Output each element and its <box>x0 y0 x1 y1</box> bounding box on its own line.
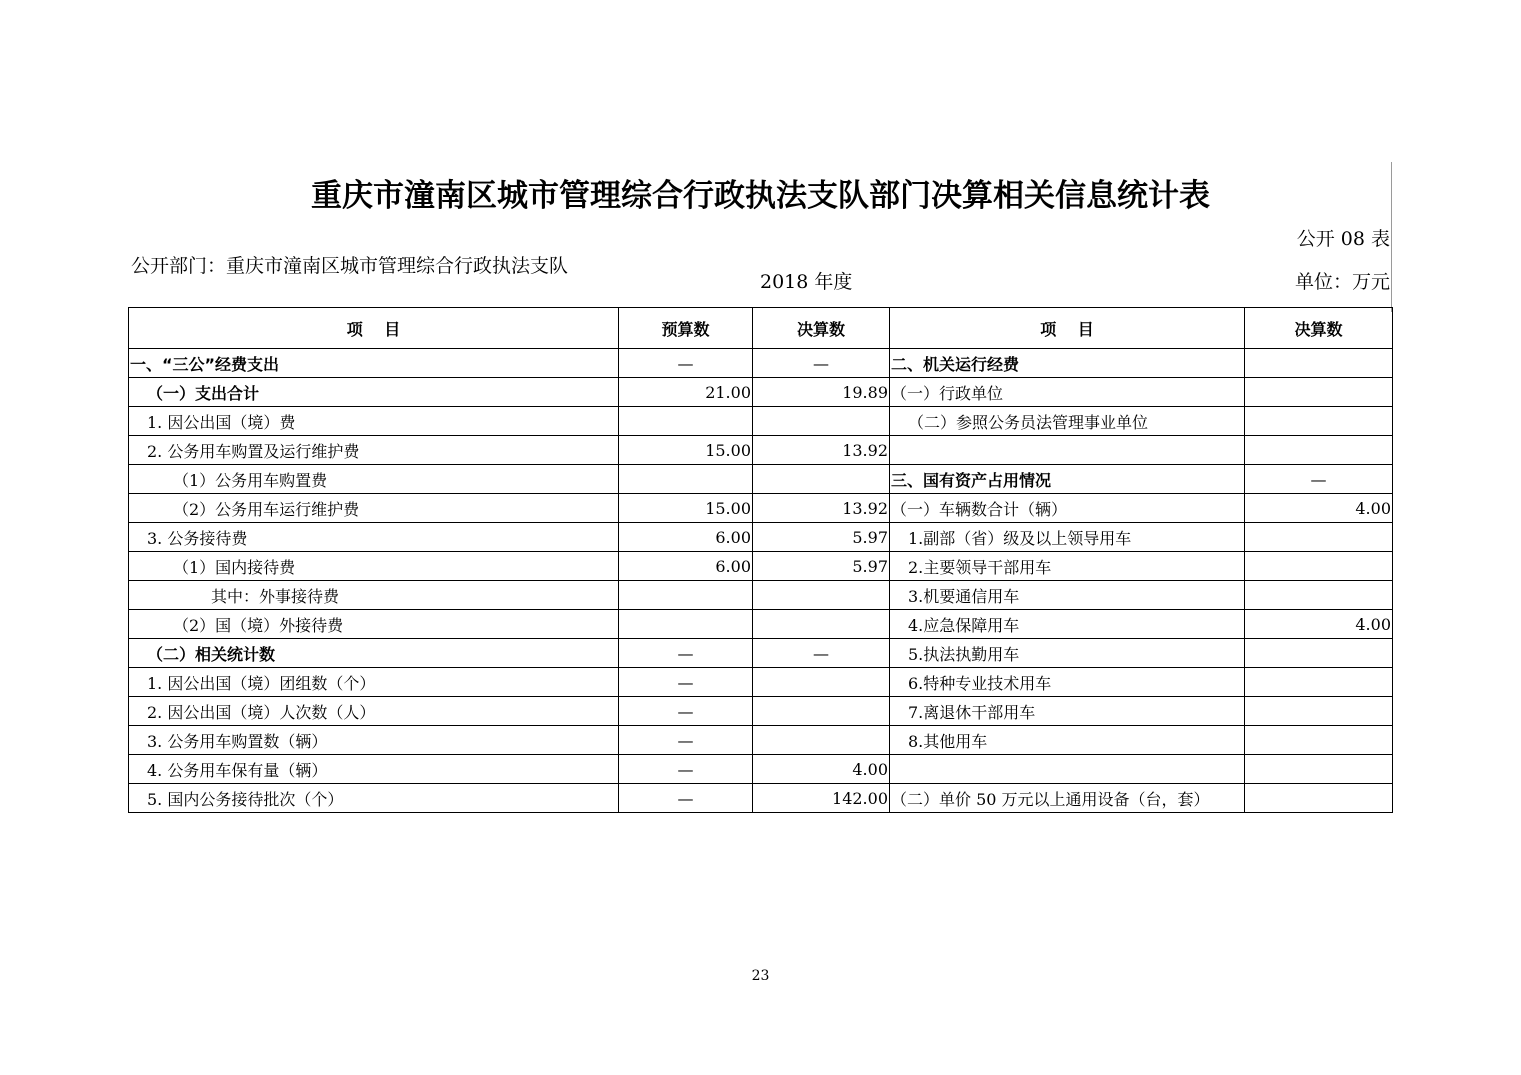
table-row <box>129 523 1393 552</box>
unit-label: 单位：万元 <box>1294 271 1390 293</box>
row-item-right: 1.副部（省）级及以上领导用车 <box>890 523 1245 552</box>
table-row <box>129 668 1393 697</box>
table-row <box>129 610 1393 639</box>
table-row <box>129 639 1393 668</box>
row-final: — <box>753 349 890 378</box>
row-item-right: （一）行政单位 <box>890 378 1245 407</box>
row-final: 5.97 <box>753 523 890 552</box>
row-final: — <box>753 639 890 668</box>
row-final-right <box>1245 349 1393 378</box>
row-final-right <box>1245 436 1393 465</box>
table-row <box>129 407 1393 436</box>
table-row <box>129 552 1393 581</box>
page-number: 23 <box>751 968 770 984</box>
row-final: 5.97 <box>753 552 890 581</box>
header-item-left: 项 目 <box>129 308 619 349</box>
row-budget: 6.00 <box>619 523 753 552</box>
row-item-right <box>890 755 1245 784</box>
row-item-right: （一）车辆数合计（辆） <box>890 494 1245 523</box>
row-item-left: 3. 公务接待费 <box>129 523 619 552</box>
row-final: 13.92 <box>753 494 890 523</box>
row-budget: — <box>619 726 753 755</box>
row-item-right: 3.机要通信用车 <box>890 581 1245 610</box>
statistics-table <box>128 307 1393 813</box>
row-item-left: 2. 公务用车购置及运行维护费 <box>129 436 619 465</box>
row-final-right <box>1245 755 1393 784</box>
row-final-right <box>1245 581 1393 610</box>
department-label: 公开部门：重庆市潼南区城市管理综合行政执法支队 <box>131 255 569 277</box>
row-item-right: 2.主要领导干部用车 <box>890 552 1245 581</box>
table-row <box>129 465 1393 494</box>
row-budget <box>619 465 753 494</box>
row-final <box>753 581 890 610</box>
header-final-right: 决算数 <box>1245 308 1393 349</box>
row-item-left: （2）公务用车运行维护费 <box>129 494 619 523</box>
row-budget <box>619 610 753 639</box>
row-final: 4.00 <box>753 755 890 784</box>
table-row <box>129 436 1393 465</box>
row-item-left: 2. 因公出国（境）人次数（人） <box>129 697 619 726</box>
row-budget <box>619 407 753 436</box>
row-final-right <box>1245 552 1393 581</box>
row-final <box>753 697 890 726</box>
header-final-left: 决算数 <box>753 308 890 349</box>
row-final-right <box>1245 378 1393 407</box>
row-final <box>753 465 890 494</box>
row-item-right: （二）单价 50 万元以上通用设备（台，套） <box>890 784 1245 813</box>
table-row <box>129 697 1393 726</box>
row-final: 13.92 <box>753 436 890 465</box>
row-final-right <box>1245 726 1393 755</box>
row-budget: — <box>619 668 753 697</box>
row-item-left: 3. 公务用车购置数（辆） <box>129 726 619 755</box>
row-budget: 15.00 <box>619 436 753 465</box>
row-final <box>753 668 890 697</box>
row-budget: 15.00 <box>619 494 753 523</box>
header-item-right: 项 目 <box>890 308 1245 349</box>
row-budget: — <box>619 784 753 813</box>
row-budget <box>619 581 753 610</box>
table-row <box>129 755 1393 784</box>
row-item-left: （1）公务用车购置费 <box>129 465 619 494</box>
row-item-right: 5.执法执勤用车 <box>890 639 1245 668</box>
row-final-right <box>1245 639 1393 668</box>
row-budget: — <box>619 697 753 726</box>
row-final: 19.89 <box>753 378 890 407</box>
table-row <box>129 349 1393 378</box>
row-item-right: 8.其他用车 <box>890 726 1245 755</box>
row-item-right: 6.特种专业技术用车 <box>890 668 1245 697</box>
row-final-right <box>1245 784 1393 813</box>
row-final-right <box>1245 523 1393 552</box>
row-item-right: 二、机关运行经费 <box>890 349 1245 378</box>
row-item-left: 5. 国内公务接待批次（个） <box>129 784 619 813</box>
row-item-left: 其中：外事接待费 <box>129 581 619 610</box>
row-final-right: 4.00 <box>1245 610 1393 639</box>
table-row <box>129 378 1393 407</box>
table-row <box>129 784 1393 813</box>
table-row <box>129 494 1393 523</box>
table-row <box>129 581 1393 610</box>
row-item-right: 4.应急保障用车 <box>890 610 1245 639</box>
row-item-left: 1. 因公出国（境）费 <box>129 407 619 436</box>
row-final-right <box>1245 697 1393 726</box>
page-title: 重庆市潼南区城市管理综合行政执法支队部门决算相关信息统计表 <box>311 178 1210 214</box>
row-budget: 21.00 <box>619 378 753 407</box>
header-budget: 预算数 <box>619 308 753 349</box>
row-item-left: （2）国（境）外接待费 <box>129 610 619 639</box>
row-item-right: 7.离退休干部用车 <box>890 697 1245 726</box>
row-final-right: — <box>1245 465 1393 494</box>
row-final <box>753 610 890 639</box>
row-final-right <box>1245 407 1393 436</box>
row-final <box>753 726 890 755</box>
row-budget: 6.00 <box>619 552 753 581</box>
row-item-left: 4. 公务用车保有量（辆） <box>129 755 619 784</box>
row-final-right: 4.00 <box>1245 494 1393 523</box>
row-final: 142.00 <box>753 784 890 813</box>
table-row <box>129 726 1393 755</box>
row-item-left: 1. 因公出国（境）团组数（个） <box>129 668 619 697</box>
table-number: 公开 08 表 <box>1296 228 1390 250</box>
row-item-left: （一）支出合计 <box>129 378 619 407</box>
row-final <box>753 407 890 436</box>
fiscal-year: 2018 年度 <box>760 271 853 293</box>
row-budget: — <box>619 639 753 668</box>
row-item-left: 一、“三公”经费支出 <box>129 349 619 378</box>
row-item-left: （1）国内接待费 <box>129 552 619 581</box>
row-final-right <box>1245 668 1393 697</box>
row-item-left: （二）相关统计数 <box>129 639 619 668</box>
row-budget: — <box>619 755 753 784</box>
row-budget: — <box>619 349 753 378</box>
row-item-right: 三、国有资产占用情况 <box>890 465 1245 494</box>
table-header-row <box>129 308 1393 349</box>
row-item-right <box>890 436 1245 465</box>
row-item-right: （二）参照公务员法管理事业单位 <box>890 407 1245 436</box>
